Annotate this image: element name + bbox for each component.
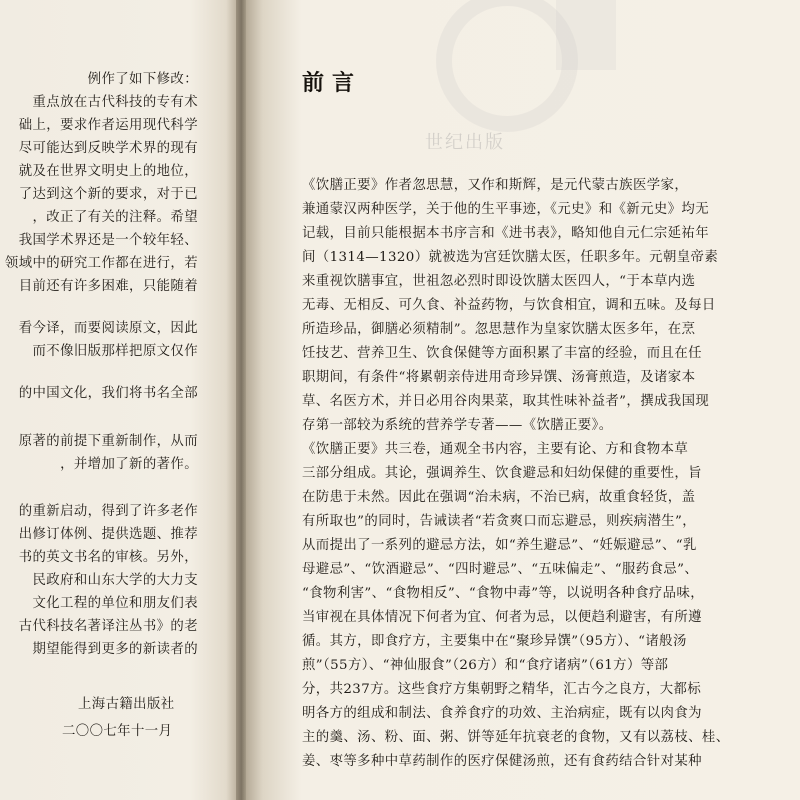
right-line: 母避忌”、“饮酒避忌”、“四时避忌”、“五味偏走”、“服药食忌”、 bbox=[302, 562, 699, 577]
watermark-logo-block bbox=[556, 0, 616, 70]
left-line: 古代科技名著译注丛书》的老 bbox=[18, 619, 198, 634]
right-line: 来重视饮膳事宜，世祖忽必烈时即设饮膳太医四人，“于本草内选 bbox=[302, 274, 696, 289]
right-line: 明各方的组成和制法、食养食疗的功效、主治病症，既有以肉食为 bbox=[302, 706, 702, 721]
publisher-signature: 上海古籍出版社 bbox=[78, 697, 175, 712]
left-line: 期望能得到更多的新读者的 bbox=[32, 642, 198, 657]
right-line: 饪技艺、营养卫生、饮食保健等方面积累了丰富的经验，而且在任 bbox=[302, 346, 702, 361]
right-line: 姜、枣等多种中草药制作的医疗保健汤煎，还有食药结合针对某种 bbox=[302, 754, 702, 769]
left-line: 础上，要求作者运用现代科学 bbox=[18, 118, 198, 133]
left-line: 目前还有许多困难，只能随着 bbox=[18, 279, 198, 294]
left-line: 出修订体例、提供选题、推荐 bbox=[18, 527, 198, 542]
left-line: 例作了如下修改： bbox=[87, 72, 198, 87]
right-line: 在防患于未然。因此在强调“治未病，不治已病，故重食轻货，盖 bbox=[302, 490, 696, 505]
left-line: 看今译，而要阅读原文，因此 bbox=[18, 321, 198, 336]
right-line: 从而提出了一系列的避忌方法，如“养生避忌”、“妊娠避忌”、“乳 bbox=[302, 538, 697, 553]
right-line: 三部分组成。其论，强调养生、饮食避忌和妇幼保健的重要性，旨 bbox=[302, 466, 702, 481]
right-line: 《饮膳正要》共三卷，通观全书内容，主要有论、方和食物本草 bbox=[302, 442, 689, 457]
right-line: 有所取也”的同时，告诫读者“若贪爽口而忘避忌，则疾病潜生”， bbox=[302, 514, 697, 529]
left-page bbox=[0, 0, 238, 800]
left-line: 的中国文化，我们将书名全部 bbox=[18, 386, 198, 401]
left-line: 重点放在古代科技的专有术 bbox=[32, 95, 198, 110]
right-line: 分，共237方。这些食疗方集朝野之精华，汇古今之良方，大都标 bbox=[302, 682, 702, 697]
right-line: 兼通蒙汉两种医学，关于他的生平事迹，《元史》和《新元史》均无 bbox=[302, 202, 710, 217]
right-line: 煎”（55方）、“神仙服食”（26方）和“食疗诸病”（61方）等部 bbox=[302, 658, 669, 673]
right-line: 间（1314—1320）就被选为宫廷饮膳太医，任职多年。元朝皇帝素 bbox=[302, 250, 719, 265]
right-line: 循。其方，即食疗方，主要集中在“聚珍异馔”（95方）、“诸般汤 bbox=[302, 634, 687, 649]
left-line: ，并增加了新的著作。 bbox=[60, 457, 198, 472]
left-line: 文化工程的单位和朋友们表 bbox=[32, 596, 198, 611]
right-line: 主的羹、汤、粉、面、粥、饼等延年抗衰老的食物，又有以荔枝、桂、 bbox=[302, 730, 730, 745]
left-line: 就及在世界文明史上的地位， bbox=[18, 164, 198, 179]
left-line: 民政府和山东大学的大力支 bbox=[32, 573, 198, 588]
right-line: 存第一部较为系统的营养学专著——《饮膳正要》。 bbox=[302, 418, 613, 433]
signature-date: 二〇〇七年十一月 bbox=[62, 724, 173, 739]
left-line: 原著的前提下重新制作，从而 bbox=[18, 434, 198, 449]
left-line: 我国学术界还是一个较年轻、 bbox=[18, 233, 198, 248]
right-page bbox=[246, 0, 800, 800]
left-line: ，改正了有关的注释。希望 bbox=[32, 210, 198, 225]
right-line: 《饮膳正要》作者忽思慧，又作和斯辉，是元代蒙古族医学家， bbox=[302, 178, 689, 193]
left-line: 领域中的研究工作都在进行，若 bbox=[4, 256, 198, 271]
right-line: 职期间，有条件“将累朝亲侍进用奇珍异馔、汤膏煎造，及诸家本 bbox=[302, 370, 696, 385]
right-line: 所造珍品，御膳必须精制”。忽思慧作为皇家饮膳太医多年，在烹 bbox=[302, 322, 696, 337]
left-line: 的重新启动，得到了许多老作 bbox=[18, 504, 198, 519]
right-line: 当审视在具体情况下何者为宜、何者为忌，以便趋利避害，有所遵 bbox=[302, 610, 702, 625]
left-line: 尽可能达到反映学术界的现有 bbox=[18, 141, 198, 156]
left-line: 而不像旧版那样把原文仅作 bbox=[32, 344, 198, 359]
right-line: 无毒、无相反、可久食、补益药物，与饮食相宜，调和五味。及每日 bbox=[302, 298, 716, 313]
page-title: 前言 bbox=[302, 70, 363, 96]
publisher-watermark: 世纪出版 bbox=[425, 132, 505, 153]
right-line: 草、名医方术，并日必用谷肉果菜，取其性味补益者”，撰成我国现 bbox=[302, 394, 710, 409]
right-line: “食物利害”、“食物相反”、“食物中毒”等，以说明各种食疗品味， bbox=[302, 586, 705, 601]
left-line: 了达到这个新的要求，对于已 bbox=[18, 187, 198, 202]
right-line: 记载，目前只能根据本书序言和《进书表》，略知他自元仁宗延祐年 bbox=[302, 226, 710, 241]
left-line: 书的英文书名的审核。另外， bbox=[18, 550, 198, 565]
